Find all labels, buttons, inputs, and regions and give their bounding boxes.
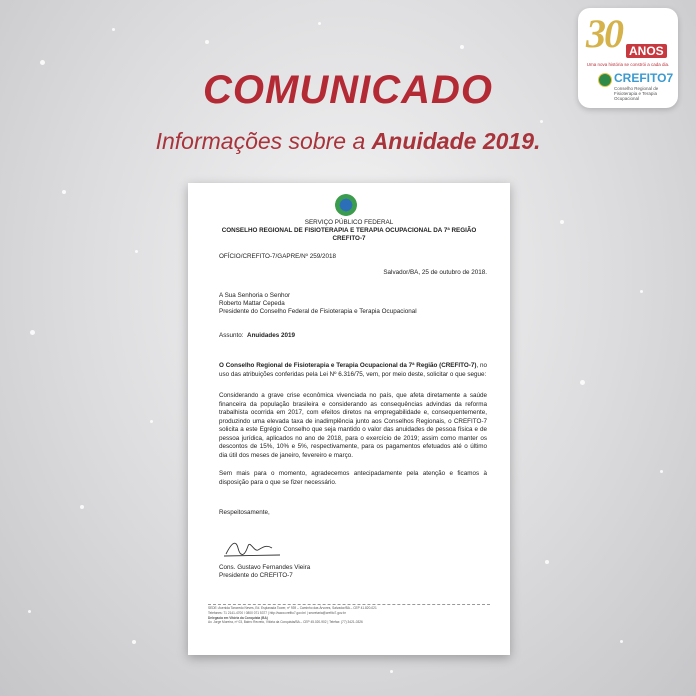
logo-tagline: Uma nova história se constrói a cada dia. bbox=[586, 62, 670, 67]
subtitle-prefix: Informações sobre a bbox=[155, 128, 366, 154]
addressee-line3: Presidente do Conselho Federal de Fisioterapia e Terapia Ocupacional bbox=[219, 308, 417, 315]
subtitle-bold: Anuidade 2019. bbox=[371, 128, 541, 154]
logo-brand: CREFITO7 bbox=[614, 71, 674, 85]
logo-anos: ANOS bbox=[626, 44, 667, 58]
addressee-line2: Roberto Mattar Cepeda bbox=[219, 300, 285, 307]
subject-value: Anuidades 2019 bbox=[247, 332, 295, 339]
footer-divider bbox=[208, 604, 490, 605]
paragraph-1-rest: , no uso das atribuições conferidas pela Lei Nº 6.316/75, vem, por meio deste, solicitar o que segue: bbox=[219, 362, 487, 378]
letter-header-line3: CREFITO-7 bbox=[332, 235, 366, 242]
letter-reference: OFÍCIO/CREFITO-7/GAPRE/Nº 259/2018 bbox=[219, 253, 336, 260]
footer-line4: Av. Jorge Moreira, nº 03, Bairro Recreio, Vitória da Conquista/BA – CEP 45.020-902 | Telefax: (77) 3421-0326 bbox=[208, 620, 363, 625]
page-subtitle bbox=[0, 128, 696, 155]
letter-header-line1: SERVIÇO PÚBLICO FEDERAL bbox=[304, 219, 394, 226]
letter-footer bbox=[208, 606, 490, 625]
footer-line3: Delegacia em Vitória da Conquista (BA) bbox=[208, 615, 268, 620]
addressee-line1: A Sua Senhoria o Senhor bbox=[219, 292, 291, 299]
paragraph-2: Considerando a grave crise econômica vivenciada no país, que afeta diretamente a saúde financeira da população brasileira e considerando as consequências advindas da reforma trabalhista ocorrida em 2017, com efeitos diretos na empregabilidade e, consequentemente, produzindo uma elevada taxa de inadimplência junto aos Conselhos Regionais, o CREFITO-7 solicita a este Egrégio Conselho que seja mantido o valor das anuidades de pessoa física e de pessoa jurídica, aplicados no ano de 2018, para o exercício de 2019; assim como manter os descontos de 15%, 10% e 5%, respectivamente, para os pagamentos efetuados até o último dia útil dos meses de janeiro, fevereiro e março. bbox=[219, 392, 487, 459]
paragraph-1-bold: O Conselho Regional de Fisioterapia e Terapia Ocupacional da 7ª Região (CREFITO-7) bbox=[219, 362, 477, 369]
letter-subject bbox=[219, 332, 487, 341]
signer-name: Cons. Gustavo Fernandes Vieira bbox=[219, 564, 311, 571]
logo-number: 30 bbox=[586, 11, 622, 56]
handwritten-signature bbox=[222, 534, 282, 562]
logo-brand-sub: Conselho Regional de Fisioterapia e Terapia Ocupacional bbox=[614, 86, 659, 101]
letter-date: Salvador/BA, 25 de outubro de 2018. bbox=[383, 269, 487, 276]
subject-label: Assunto: bbox=[219, 332, 244, 339]
page-title: COMUNICADO bbox=[203, 68, 493, 112]
letter-header-line2: CONSELHO REGIONAL DE FISIOTERAPIA E TERAPIA OCUPACIONAL DA 7ª REGIÃO bbox=[221, 227, 477, 234]
paragraph-3: Sem mais para o momento, agradecemos antecipadamente pela atenção e ficamos à disposição para o que se fizer necessário. bbox=[219, 470, 487, 486]
official-letter bbox=[188, 183, 510, 655]
brazil-coat-of-arms-icon bbox=[335, 194, 357, 216]
letter-closing: Respeitosamente, bbox=[219, 509, 270, 516]
signer-title: Presidente do CREFITO-7 bbox=[219, 572, 293, 579]
paragraph-1 bbox=[219, 362, 487, 379]
footer-line2: Telefones: 71 2141-4700 / 0800 071 5377 | http://www.crefito7.gov.br/ | secretaria@crefito7.gov.br bbox=[208, 610, 346, 615]
footer-line1: SEDE: Avenida Tancredo Neves, Ed. Esplanada Tower, nº 939 – Caminho das Árvores, Salvador/BA – CEP 41.820-021 bbox=[208, 606, 377, 610]
